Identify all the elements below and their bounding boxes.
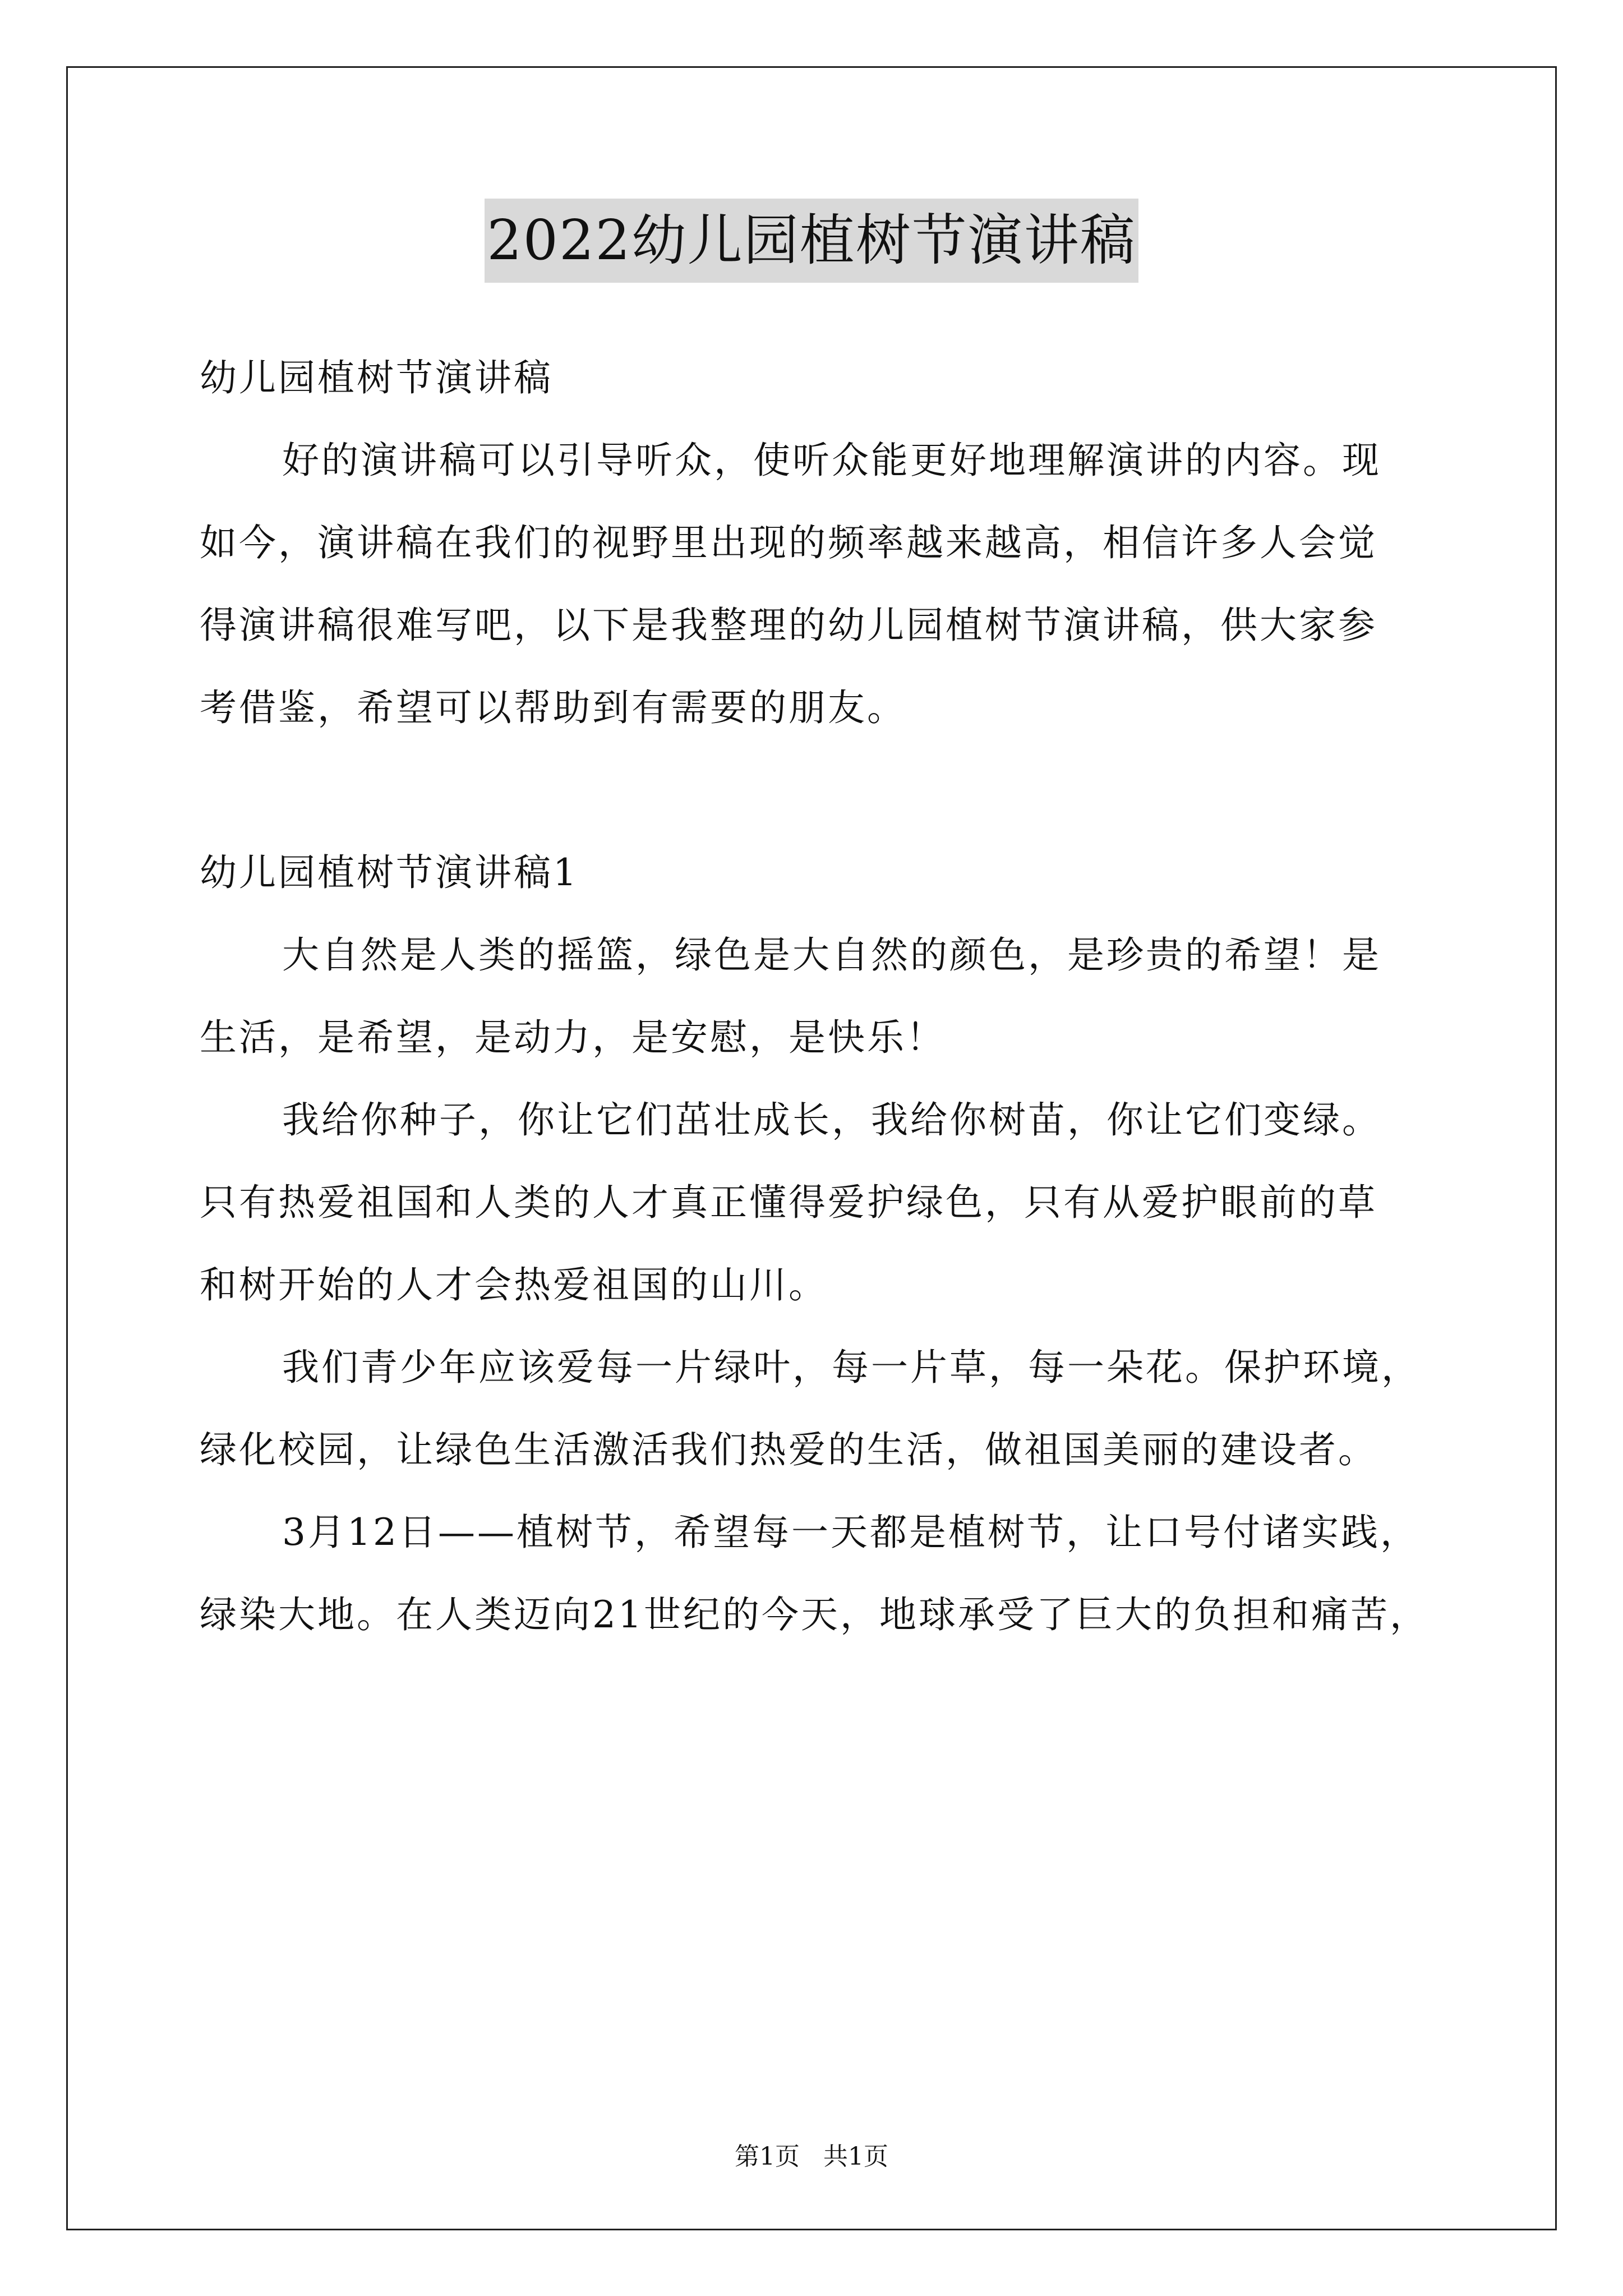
document-body (200, 337, 1433, 1656)
body-line: 只有热爱祖国和人类的人才真正懂得爱护绿色，只有从爱护眼前的草 (200, 1181, 1377, 1224)
body-line: 大自然是人类的摇篮，绿色是大自然的颜色，是珍贵的希望！是 (282, 933, 1381, 977)
body-line: 绿染大地。在人类迈向21世纪的今天，地球承受了巨大的负担和痛苦， (200, 1593, 1429, 1636)
section-heading: 幼儿园植树节演讲稿1 (200, 851, 579, 894)
body-line: 我给你种子，你让它们茁壮成长，我给你树苗，你让它们变绿。 (282, 1098, 1381, 1142)
page-number-total: 共1页 (823, 2142, 888, 2171)
body-line: 绿化校园，让绿色生活激活我们热爱的生活，做祖国美丽的建设者。 (200, 1428, 1377, 1471)
body-line: 生活，是希望，是动力，是安慰，是快乐！ (200, 1016, 946, 1059)
body-line: 如今，演讲稿在我们的视野里出现的频率越来越高，相信许多人会觉 (200, 521, 1377, 564)
body-line: 幼儿园植树节演讲稿 (200, 356, 553, 399)
body-line: 好的演讲稿可以引导听众，使听众能更好地理解演讲的内容。现 (282, 439, 1381, 482)
page-footer (0, 2140, 1623, 2174)
page-number-current: 第1页 (735, 2142, 800, 2171)
body-line: 3月12日——植树节，希望每一天都是植树节，让口号付诸实践， (282, 1511, 1419, 1554)
body-line: 和树开始的人才会热爱祖国的山川。 (200, 1263, 828, 1306)
document-title: 2022幼儿园植树节演讲稿 (485, 199, 1138, 283)
title-wrap (0, 199, 1623, 283)
body-line: 得演讲稿很难写吧，以下是我整理的幼儿园植树节演讲稿，供大家参 (200, 604, 1377, 647)
body-line: 我们青少年应该爱每一片绿叶，每一片草，每一朵花。保护环境， (282, 1346, 1421, 1389)
blank-line (200, 749, 1433, 831)
body-line: 考借鉴，希望可以帮助到有需要的朋友。 (200, 686, 906, 729)
